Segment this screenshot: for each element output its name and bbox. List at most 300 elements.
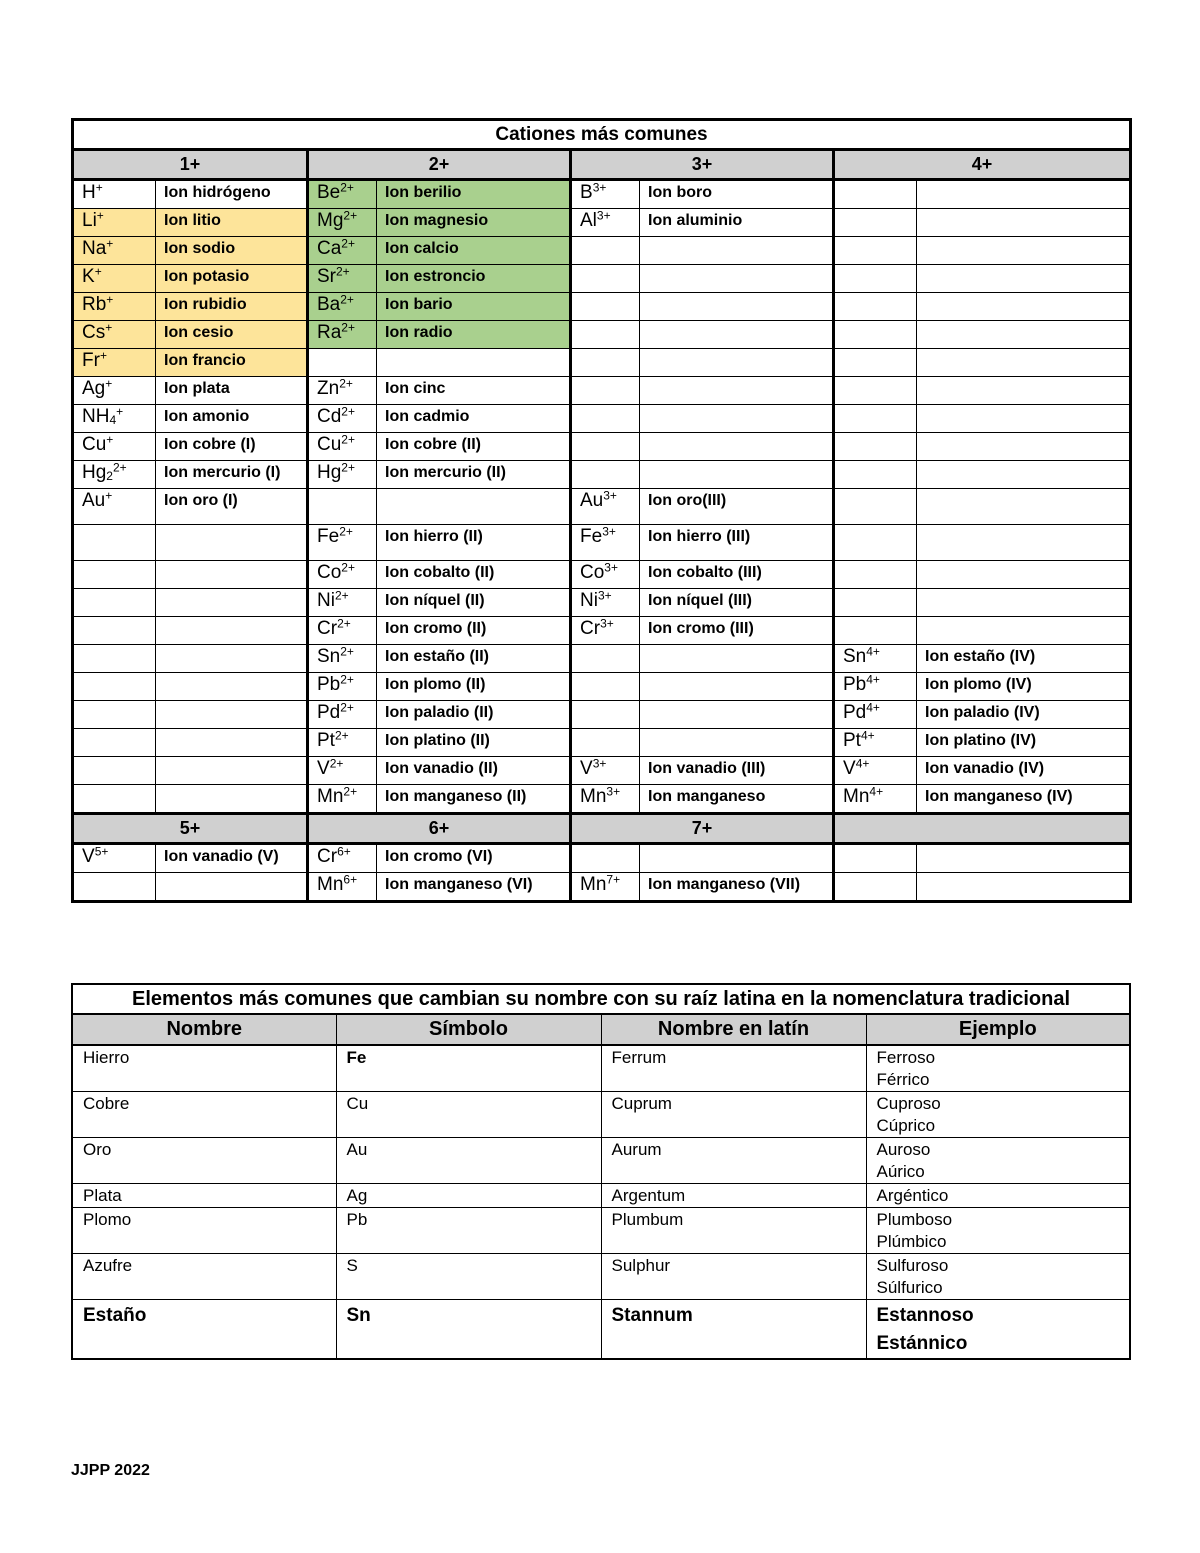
cation-symbol	[73, 757, 156, 785]
cation-name: Ion amonio	[156, 405, 308, 433]
cation-name	[917, 237, 1131, 265]
cation-row	[73, 785, 1131, 814]
charge-superscript: 2+	[340, 700, 354, 715]
cation-name	[917, 265, 1131, 293]
cation-name	[156, 561, 308, 589]
cation-symbol	[308, 729, 377, 757]
cation-symbol	[834, 645, 917, 673]
cation-name: Ion cinc	[377, 377, 571, 405]
cation-name	[917, 321, 1131, 349]
charge-superscript: +	[106, 432, 114, 447]
cation-symbol	[571, 237, 640, 265]
cation-name: Ion manganeso	[640, 785, 834, 814]
cation-symbol	[73, 489, 156, 525]
charge-superscript: 5+	[94, 844, 109, 859]
cation-name: Ion plomo (II)	[377, 673, 571, 701]
cation-symbol	[571, 461, 640, 489]
latin-row	[72, 1208, 1130, 1254]
charge-superscript: +	[105, 488, 113, 503]
charge-superscript: 2+	[340, 644, 354, 659]
cation-name	[917, 433, 1131, 461]
cation-name: Ion hierro (II)	[377, 525, 571, 561]
charge-superscript: 2+	[334, 728, 349, 743]
latin-row	[72, 1300, 1130, 1360]
cation-symbol	[308, 617, 377, 645]
charge-superscript: 4+	[855, 756, 870, 771]
cation-symbol	[834, 405, 917, 433]
latin-ejemplo-cell	[866, 1138, 1130, 1184]
latin-latin-cell: Ferrum	[601, 1045, 866, 1092]
charge-superscript: 2+	[341, 460, 355, 475]
cation-symbol	[73, 844, 156, 873]
cation-name: Ion cromo (III)	[640, 617, 834, 645]
ejemplo-line: Cúprico	[876, 1116, 936, 1135]
symbol-text: Zn	[317, 378, 340, 399]
latin-simbolo-cell: Au	[336, 1138, 601, 1184]
charge-superscript: +	[96, 208, 104, 223]
symbol-text: Li	[82, 210, 97, 231]
latin-latin-cell: Sulphur	[601, 1254, 866, 1300]
charge-superscript: 2+	[337, 616, 351, 631]
cation-symbol	[73, 701, 156, 729]
symbol-text: Mn	[580, 786, 607, 807]
cation-symbol	[73, 461, 156, 489]
cation-symbol	[73, 180, 156, 209]
latin-nombre-cell: Oro	[72, 1138, 336, 1184]
latin-simbolo-cell: S	[336, 1254, 601, 1300]
cation-name: Ion cobalto (II)	[377, 561, 571, 589]
symbol-text: V	[843, 758, 856, 779]
symbol-text: Sn	[317, 646, 341, 667]
cation-name	[640, 293, 834, 321]
cation-name: Ion oro (I)	[156, 489, 308, 525]
cation-symbol	[73, 873, 156, 902]
symbol-text: Be	[317, 182, 341, 203]
symbol-text: Co	[580, 562, 605, 583]
charge-superscript: +	[94, 264, 102, 279]
cation-symbol	[571, 785, 640, 814]
ejemplo-line: Sulfuroso	[876, 1256, 949, 1275]
cation-name	[917, 209, 1131, 237]
cation-name: Ion cobalto (III)	[640, 561, 834, 589]
latin-nombre-cell: Plata	[72, 1184, 336, 1208]
cation-name	[640, 405, 834, 433]
latin-ejemplo-cell	[866, 1184, 1130, 1208]
charge-superscript: 2+	[334, 588, 349, 603]
cation-symbol	[73, 645, 156, 673]
ejemplo-line: Auroso	[876, 1140, 931, 1159]
charge-superscript: 4+	[866, 644, 880, 659]
cation-symbol	[834, 844, 917, 873]
cation-name	[377, 349, 571, 377]
charge-superscript: 2+	[336, 264, 350, 279]
symbol-text: H	[82, 182, 96, 203]
charge-superscript: 3+	[606, 784, 621, 799]
latin-header-simbolo: Símbolo	[336, 1014, 601, 1045]
latin-nombre-cell: Cobre	[72, 1092, 336, 1138]
latin-row	[72, 1045, 1130, 1092]
cation-name: Ion manganeso (VI)	[377, 873, 571, 902]
latin-simbolo-cell: Sn	[336, 1300, 601, 1360]
cation-name: Ion bario	[377, 293, 571, 321]
latin-title: Elementos más comunes que cambian su nombre con su raíz latina en la nomenclatura tradicional	[72, 984, 1130, 1014]
cation-name	[156, 873, 308, 902]
symbol-text: Ni	[317, 590, 335, 611]
symbol-text: Al	[580, 210, 597, 231]
cation-symbol	[308, 645, 377, 673]
cation-symbol	[73, 237, 156, 265]
cation-name	[917, 525, 1131, 561]
cation-symbol	[834, 237, 917, 265]
cation-name: Ion mercurio (II)	[377, 461, 571, 489]
cation-row	[73, 873, 1131, 902]
cation-symbol	[308, 589, 377, 617]
cation-symbol	[308, 757, 377, 785]
charge-superscript: 3+	[602, 524, 616, 539]
cation-symbol	[834, 321, 917, 349]
cation-name	[640, 701, 834, 729]
cation-symbol	[571, 844, 640, 873]
cation-row	[73, 645, 1131, 673]
cation-symbol	[834, 180, 917, 209]
cation-name: Ion paladio (IV)	[917, 701, 1131, 729]
cation-name: Ion hierro (III)	[640, 525, 834, 561]
symbol-text: Cr	[317, 618, 338, 639]
cation-symbol	[571, 701, 640, 729]
cation-name: Ion litio	[156, 209, 308, 237]
symbol-text: V	[82, 846, 95, 867]
symbol-text: Fe	[317, 526, 340, 547]
symbol-text: Cr	[580, 618, 601, 639]
symbol-text: Pb	[843, 674, 867, 695]
cation-name	[156, 645, 308, 673]
cation-name: Ion boro	[640, 180, 834, 209]
latin-nombre-cell: Estaño	[72, 1300, 336, 1360]
symbol-text: Cd	[317, 406, 342, 427]
cation-symbol	[73, 525, 156, 561]
cation-symbol	[834, 701, 917, 729]
cation-name: Ion plata	[156, 377, 308, 405]
symbol-text: Mn	[843, 786, 870, 807]
cations-table	[71, 118, 1132, 903]
cation-row	[73, 844, 1131, 873]
latin-ejemplo-cell	[866, 1208, 1130, 1254]
group-header-lower-1: 5+	[73, 814, 308, 844]
cation-symbol	[73, 617, 156, 645]
cation-name: Ion vanadio (IV)	[917, 757, 1131, 785]
latin-header-latin: Nombre en latín	[601, 1014, 866, 1045]
latin-simbolo-cell: Cu	[336, 1092, 601, 1138]
symbol-text: Fr	[82, 350, 100, 371]
cation-symbol	[571, 433, 640, 461]
cation-symbol	[834, 525, 917, 561]
cation-row	[73, 180, 1131, 209]
cation-name	[640, 237, 834, 265]
cation-symbol	[308, 405, 377, 433]
cation-symbol	[834, 209, 917, 237]
cation-symbol	[308, 701, 377, 729]
charge-superscript: 2+	[112, 460, 127, 475]
latin-header-nombre: Nombre	[72, 1014, 336, 1045]
group-header-1: 1+	[73, 150, 308, 180]
cation-row	[73, 433, 1131, 461]
symbol-text: Fe	[580, 526, 603, 547]
cation-row	[73, 321, 1131, 349]
cation-symbol	[571, 561, 640, 589]
latin-row	[72, 1184, 1130, 1208]
symbol-text: Mn	[317, 874, 344, 895]
symbol-text: Hg	[317, 462, 342, 483]
symbol-text: Pb	[317, 674, 341, 695]
charge-superscript: 2+	[340, 292, 354, 307]
ejemplo-line: Cuproso	[876, 1094, 941, 1113]
cation-name	[917, 180, 1131, 209]
symbol-text: V	[317, 758, 330, 779]
cation-symbol	[571, 873, 640, 902]
cation-name: Ion estroncio	[377, 265, 571, 293]
charge-superscript: 4+	[866, 672, 880, 687]
cation-name	[917, 589, 1131, 617]
group-header-4: 4+	[834, 150, 1131, 180]
cation-symbol	[834, 349, 917, 377]
cation-symbol	[571, 321, 640, 349]
cation-row	[73, 293, 1131, 321]
symbol-text: Co	[317, 562, 342, 583]
latin-row	[72, 1254, 1130, 1300]
symbol-text: Au	[82, 490, 106, 511]
symbol-subscript: 2	[106, 468, 113, 483]
latin-nombre-cell: Plomo	[72, 1208, 336, 1254]
ejemplo-line: Estannoso	[876, 1305, 974, 1326]
charge-superscript: 3+	[604, 560, 618, 575]
cation-symbol	[73, 589, 156, 617]
cation-symbol	[308, 433, 377, 461]
cation-symbol	[73, 377, 156, 405]
latin-nombre-cell: Azufre	[72, 1254, 336, 1300]
cation-name	[917, 461, 1131, 489]
symbol-text: V	[580, 758, 593, 779]
charge-superscript: +	[106, 236, 114, 251]
cation-name	[640, 645, 834, 673]
ejemplo-line: Plúmbico	[876, 1232, 947, 1251]
cation-symbol	[571, 589, 640, 617]
cation-symbol	[73, 293, 156, 321]
cation-name	[156, 701, 308, 729]
latin-row	[72, 1138, 1130, 1184]
group-header-3: 3+	[571, 150, 834, 180]
cation-symbol	[571, 293, 640, 321]
charge-superscript: 3+	[597, 588, 612, 603]
cation-row	[73, 589, 1131, 617]
symbol-text: Na	[82, 238, 107, 259]
charge-superscript: 2+	[341, 404, 355, 419]
cation-name: Ion manganeso (IV)	[917, 785, 1131, 814]
cation-symbol	[308, 321, 377, 349]
cation-name: Ion aluminio	[640, 209, 834, 237]
cation-name: Ion plomo (IV)	[917, 673, 1131, 701]
ejemplo-line: Estánnico	[876, 1333, 968, 1354]
symbol-text: Sr	[317, 266, 336, 287]
cation-name: Ion paladio (II)	[377, 701, 571, 729]
cation-symbol	[308, 349, 377, 377]
cation-name: Ion manganeso (VII)	[640, 873, 834, 902]
cation-symbol	[834, 757, 917, 785]
cation-name: Ion hidrógeno	[156, 180, 308, 209]
cation-name	[917, 293, 1131, 321]
cation-name	[640, 844, 834, 873]
ejemplo-line: Férrico	[876, 1070, 930, 1089]
latin-nombre-cell: Hierro	[72, 1045, 336, 1092]
cation-symbol	[73, 209, 156, 237]
cation-symbol	[73, 433, 156, 461]
cation-name	[156, 729, 308, 757]
symbol-text: Cs	[82, 322, 106, 343]
cation-name	[917, 617, 1131, 645]
charge-superscript: 2+	[343, 208, 358, 223]
cation-symbol	[308, 209, 377, 237]
cation-symbol	[571, 617, 640, 645]
cation-name: Ion cromo (II)	[377, 617, 571, 645]
symbol-text: Ca	[317, 238, 342, 259]
charge-superscript: 2+	[341, 432, 355, 447]
cation-name: Ion cadmio	[377, 405, 571, 433]
cation-name	[156, 673, 308, 701]
cation-name: Ion manganeso (II)	[377, 785, 571, 814]
cation-name: Ion francio	[156, 349, 308, 377]
cation-name	[917, 349, 1131, 377]
charge-superscript: 3+	[603, 488, 617, 503]
cation-name	[917, 873, 1131, 902]
charge-superscript: 4+	[860, 728, 875, 743]
cation-symbol	[834, 433, 917, 461]
symbol-text: NH	[82, 406, 110, 427]
cation-name	[377, 489, 571, 525]
cation-name: Ion potasio	[156, 265, 308, 293]
cation-symbol	[571, 377, 640, 405]
symbol-text: Pd	[843, 702, 867, 723]
cation-symbol	[73, 405, 156, 433]
charge-superscript: +	[106, 292, 114, 307]
cation-symbol	[73, 785, 156, 814]
ejemplo-line: Ferroso	[876, 1048, 936, 1067]
cation-name: Ion platino (II)	[377, 729, 571, 757]
symbol-text: Hg	[82, 462, 107, 483]
charge-superscript: +	[95, 180, 103, 195]
charge-superscript: 2+	[341, 560, 355, 575]
cation-symbol	[73, 561, 156, 589]
charge-superscript: +	[99, 348, 107, 363]
symbol-text: B	[580, 182, 593, 203]
symbol-text: Pt	[317, 730, 335, 751]
cation-name	[917, 561, 1131, 589]
symbol-text: Mn	[317, 786, 344, 807]
cation-symbol	[834, 729, 917, 757]
cation-name	[156, 785, 308, 814]
charge-superscript: 3+	[600, 616, 614, 631]
cations-title: Cationes más comunes	[73, 120, 1131, 150]
cation-name	[156, 589, 308, 617]
latin-latin-cell: Aurum	[601, 1138, 866, 1184]
group-header-lower-3: 7+	[571, 814, 834, 844]
cation-name	[640, 377, 834, 405]
cation-symbol	[571, 729, 640, 757]
symbol-text: Ba	[317, 294, 341, 315]
cation-name: Ion estaño (II)	[377, 645, 571, 673]
cation-name	[640, 265, 834, 293]
charge-superscript: +	[105, 376, 113, 391]
cation-name	[917, 377, 1131, 405]
cation-symbol	[73, 349, 156, 377]
charge-superscript: 6+	[343, 872, 358, 887]
cation-row	[73, 265, 1131, 293]
cation-symbol	[308, 237, 377, 265]
charge-superscript: 7+	[606, 872, 621, 887]
cation-name: Ion sodio	[156, 237, 308, 265]
cation-symbol	[308, 489, 377, 525]
cation-symbol	[834, 785, 917, 814]
cation-symbol	[308, 785, 377, 814]
cation-name	[156, 525, 308, 561]
cation-symbol	[571, 673, 640, 701]
cation-symbol	[308, 873, 377, 902]
cation-row	[73, 461, 1131, 489]
cation-name: Ion platino (IV)	[917, 729, 1131, 757]
symbol-text: Au	[580, 490, 604, 511]
symbol-text: Pd	[317, 702, 341, 723]
charge-superscript: +	[105, 320, 113, 335]
cation-symbol	[834, 589, 917, 617]
cation-symbol	[571, 209, 640, 237]
cation-symbol	[834, 673, 917, 701]
cation-name	[917, 489, 1131, 525]
cation-name: Ion rubidio	[156, 293, 308, 321]
cation-symbol	[308, 180, 377, 209]
cation-name	[640, 673, 834, 701]
ejemplo-line: Súlfurico	[876, 1278, 943, 1297]
charge-superscript: 2+	[340, 672, 354, 687]
symbol-text: Ni	[580, 590, 598, 611]
cation-name	[640, 461, 834, 489]
cation-name: Ion cobre (I)	[156, 433, 308, 461]
symbol-text: Rb	[82, 294, 107, 315]
charge-superscript: +	[116, 404, 124, 419]
latin-latin-cell: Plumbum	[601, 1208, 866, 1254]
cation-symbol	[308, 844, 377, 873]
cation-symbol	[834, 377, 917, 405]
cation-name	[917, 844, 1131, 873]
cation-row	[73, 349, 1131, 377]
cation-name: Ion cesio	[156, 321, 308, 349]
cation-row	[73, 377, 1131, 405]
cation-symbol	[571, 525, 640, 561]
cation-name	[640, 321, 834, 349]
symbol-subscript: 4	[109, 412, 117, 427]
cation-name: Ion vanadio (V)	[156, 844, 308, 873]
cation-name: Ion mercurio (I)	[156, 461, 308, 489]
cation-row	[73, 405, 1131, 433]
cation-symbol	[571, 265, 640, 293]
latin-ejemplo-cell	[866, 1092, 1130, 1138]
cation-symbol	[73, 321, 156, 349]
symbol-text: Cu	[317, 434, 342, 455]
cation-symbol	[834, 489, 917, 525]
cation-row	[73, 673, 1131, 701]
latin-ejemplo-cell	[866, 1045, 1130, 1092]
cation-symbol	[571, 757, 640, 785]
cation-name: Ion vanadio (II)	[377, 757, 571, 785]
cation-symbol	[73, 729, 156, 757]
charge-superscript: 2+	[339, 376, 353, 391]
